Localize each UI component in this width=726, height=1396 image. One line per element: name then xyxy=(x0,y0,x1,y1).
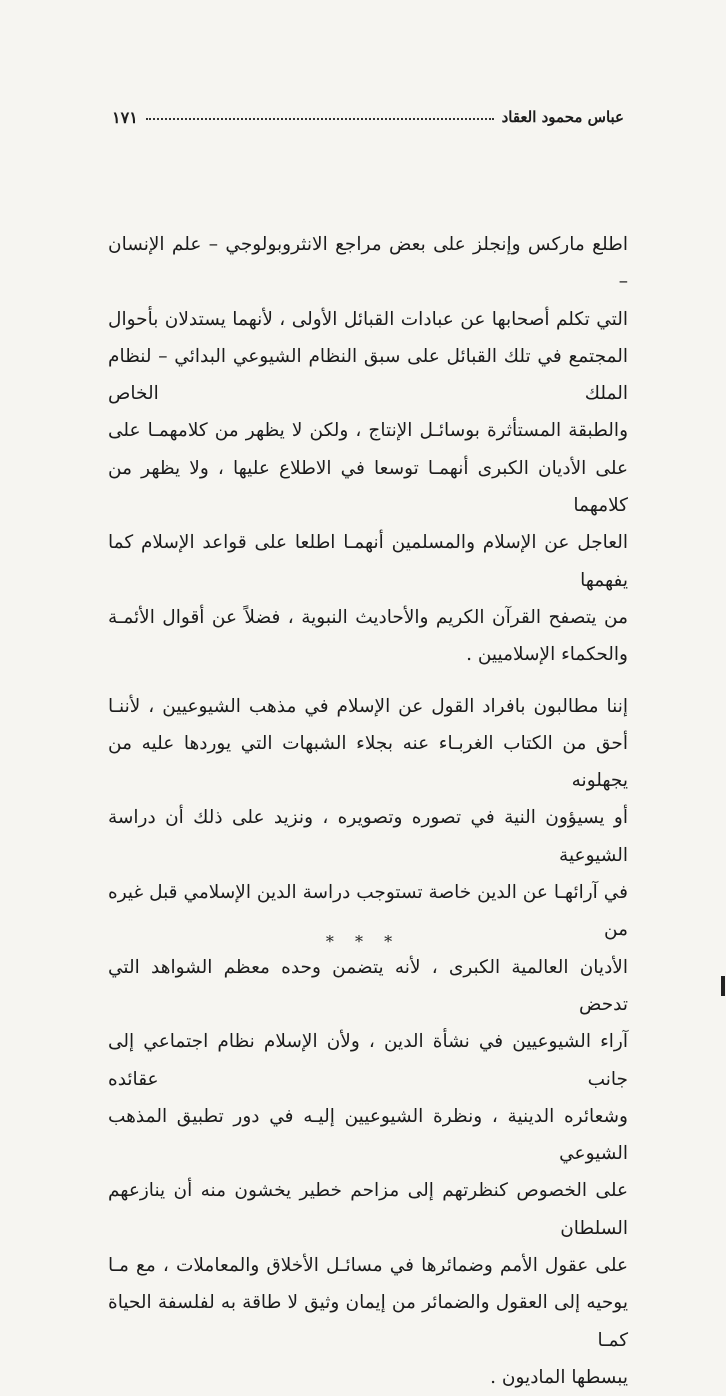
text-line: على عقول الأمم وضمائرها في مسائـل الأخلاق والمعاملات ، مع مـا xyxy=(108,1255,628,1277)
page-edge-mark xyxy=(721,976,725,996)
text-line: آراء الشيوعيين في نشأة الدين ، ولأن الإسلام نظام اجتماعي إلى جانب عقائده xyxy=(108,1031,628,1090)
section-divider xyxy=(0,932,726,951)
body-text xyxy=(108,226,628,1396)
text-line: العاجل عن الإسلام والمسلمين أنهمـا اطلعا على قواعد الإسلام كما يفهمها xyxy=(108,532,628,591)
text-line: يبسطها الماديون . xyxy=(490,1366,628,1388)
text-line: والطبقة المستأثرة بوسائـل الإنتاج ، ولكن لا يظهر من كلامهمـا على xyxy=(108,420,628,442)
page-number: ١٧١ xyxy=(112,107,138,127)
text-line: أو يسيؤون النية في تصوره وتصويره ، ونزيد على ذلك أن دراسة الشيوعية xyxy=(108,807,628,866)
text-line: من يتصفح القرآن الكريم والأحاديث النبوية ، فضلاً عن أقوال الأئمـة xyxy=(108,606,628,628)
text-line: وشعائره الدينية ، ونظرة الشيوعيين إليـه في دور تطبيق المذهب الشيوعي xyxy=(108,1105,628,1165)
text-line: على الخصوص كنظرتهم إلى مزاحم خطير يخشون منه أن ينازعهم السلطان xyxy=(108,1180,628,1239)
text-line: إننا مطالبون بافراد القول عن الإسلام في مذهب الشيوعيين ، لأننـا xyxy=(108,695,628,717)
text-line: أحق من الكتاب الغربـاء عنه بجلاء الشبهات التي يوردها عليه من يجهلونه xyxy=(108,732,628,792)
text-line: في آرائهـا عن الدين خاصة تستوجب دراسة الدين الإسلامي قبل غيره من xyxy=(108,882,628,941)
text-line: المجتمع في تلك القبائل على سبق النظام الشيوعي البدائي – لنظام الملك الخاص xyxy=(108,345,628,405)
divider-asterisk: * xyxy=(384,932,401,951)
header-dotted-leader xyxy=(146,118,494,120)
text-line: على الأديان الكبرى أنهمـا توسعا في الاطلاع عليها ، ولا يظهر من كلامهما xyxy=(108,457,628,517)
text-line: التي تكلم أصحابها عن عبادات القبائل الأولى ، لأنهما يستدلان بأحوال xyxy=(108,308,628,330)
text-line: يوحيه إلى العقول والضمائر من إيمان وثيق لا طاقة به لفلسفة الحياة كمـا xyxy=(108,1292,628,1351)
paragraph xyxy=(108,226,628,674)
text-line: الأديان العالمية الكبرى ، لأنه يتضمن وحده معظم الشواهد التي تدحض xyxy=(108,956,628,1015)
text-line: اطلع ماركس وإنجلز على بعض مراجع الانثروبولوجي – علم الإنسان – xyxy=(108,234,628,293)
header-author: عباس محمود العقاد xyxy=(501,108,624,126)
paragraph xyxy=(108,688,628,1396)
divider-asterisk: * xyxy=(355,932,371,951)
running-header xyxy=(112,104,624,130)
text-line: والحكماء الإسلاميين . xyxy=(466,644,628,666)
divider-asterisk: * xyxy=(325,932,342,951)
